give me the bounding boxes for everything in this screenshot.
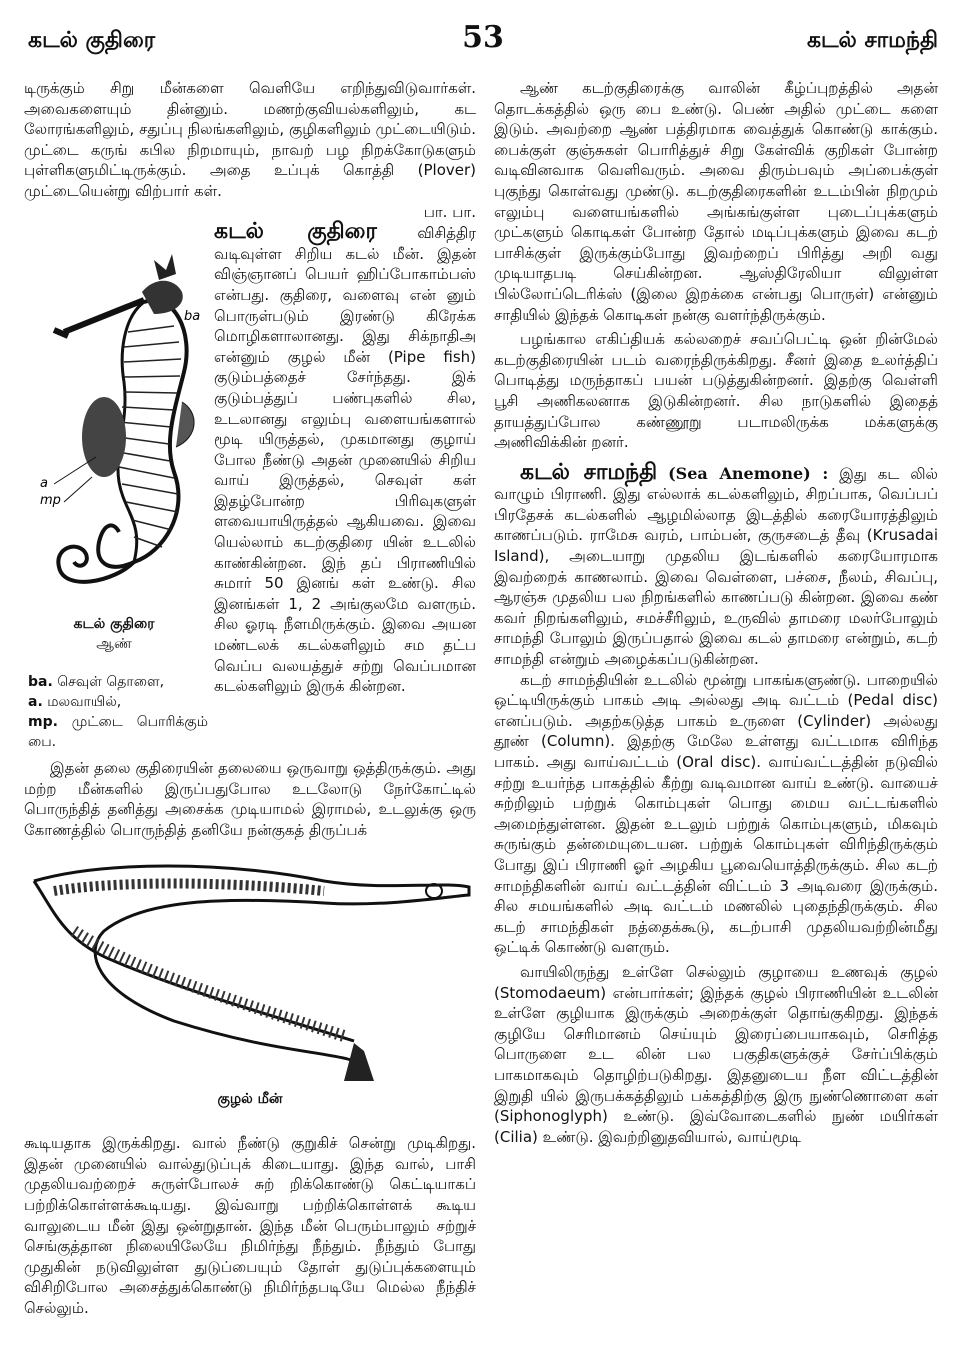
seahorse-legend xyxy=(28,672,208,752)
legend-code: ba. xyxy=(28,674,53,691)
right-column xyxy=(494,78,938,1355)
legend-text: செவுள் தொளை, xyxy=(57,674,165,691)
seahorse-paragraph-4: பழங்கால எகிப்தியக் கல்லறைச் சவப்பெட்டி ஒன் றின்மேல் கடற்குதிரையின் படம் வரைந்திருக்கிறது. சீனர் இதை உலர்த்திப் பொடித்து மருந்தாகப் பயன் படுத்துகின்றனர். இதற்கு வெள்ளி பூசி அணிகலனாக இடுகின்றனர். சில நாடுகளில் இதைத் தாயத்துப்போல கண்ணூறு படாமலிருக்க மக்களுக்கு அணிவிக்கின் றனர். xyxy=(494,330,938,452)
pipefish-illustration xyxy=(24,851,476,1081)
seahorse-paragraph-2: இதன் தலை குதிரையின் தலையை ஒருவாறு ஒத்திருக்கும். அது மற்ற மீன்களில் இருப்பதுபோல உடலோடு நேர்கோட்டில் பொருந்தித் தனித்து அசைக்க முடியாமல் இராமல், உடலுக்கு ஒரு கோணத்தில் பொருந்தித் தனியே நன்குகத் திருப்பக் xyxy=(24,759,476,839)
seahorse-illustration xyxy=(24,222,210,642)
running-head-left: கடல் குதிரை xyxy=(28,28,156,53)
entry-title-seahorse: கடல் குதிரை xyxy=(214,219,377,245)
intro-paragraph: டிருக்கும் சிறு மீன்களை வெளியே எறிந்துவிடுவார்கள். அவைகளையும் தின்னும். மணற்குவியல்களிலும், கட லோரங்களிலும், சதுப்பு நிலங்களிலும், குழிகளிலும் முட்டையிடும். முட்டை கருங் கபில நிறமாயும், நாவற் பழ நிறக்கோடுகளும் புள்ளிகளுமிட்டிருக்கும். அதை உப்புக் கொத்தி (Plover) முட்டையென்று விற்பார் கள். xyxy=(24,79,476,200)
pipefish-paragraph: கூடியதாக இருக்கிறது. வால் நீண்டு குறுகிச் சென்று முடிகிறது. இதன் முனையில் வால்துடுப்புக் கிடையாது. இந்த வால், பாசி முதலியவற்றைச் சுருள்போலச் சுற் றிக்கொண்டு கெட்டியாகப் பற்றிக்கொள்ளக்கூடியது. இவ்வாறு பற்றிக்கொள்ளக் கூடிய வாலுடைய மீன் இது ஒன்றுதான். இந்த மீன் பெரும்பாலும் சற்றுச் செங்குத்தான நிலையிலேயே நிமிர்ந்து நீந்தும். நீந்தும் போது முதுகின் நடுவிலுள்ள துடுப்பையும் தோள் துடுப்புக்களையும் விசிறிபோல அசைத்துக்கொண்டு நிமிர்ந்தபடியே மெல்ல நீந்திச் செல்லும். xyxy=(24,1134,476,1317)
seahorse-paragraph-3: ஆண் கடற்குதிரைக்கு வாலின் கீழ்ப்புறத்தில் அதன் தொடக்கத்தில் ஒரு பை உண்டு. பெண் அதில் முட்டை களை இடும். அவற்றை ஆண் பத்திரமாக வைத்துக் கொண்டு காக்கும். பைக்குள் குஞ்சுகள் பொரித்துச் சிறு கேள்விக் குறிகள் போன்ற வடிவினவாக வெளிவரும். அவை திரும்பவும் அப்பைக்குள் புகுந்து கொள்வது முண்டு. கடற்குதிரைகளின் உடம்பின் நிறமும் எலும்பு வளையங்களில் அங்கங்குள்ள புடைப்புக்களும் முட்களும் கொடிகள் போன்ற தோல் மடிப்புக்களும் இவை கடற் பாசிக்குள் இருக்கும்போது இவற்றைப் பிரித்து அறி வது முடியாதபடி செய்கின்றன. ஆஸ்திரேலியா விலுள்ள பில்லோப்டெரிக்ஸ் (இலை இறக்கை என்பது பொருள்) என்னும் சாதியில் இந்தக் கொடிகள் நன்கு வளர்ந்திருக்கும். xyxy=(494,79,938,324)
fig-mark-a: a xyxy=(40,476,48,492)
seahorse-section xyxy=(24,219,476,758)
anemone-paragraph-2: கடற் சாமந்தியின் உடலில் மூன்று பாகங்களுண்டு. பாறையில் ஒட்டியிருக்கும் பாகம் அடி அல்லது அடி வட்டம் (Pedal disc) எனப்படும். அதற்கடுத்த பாகம் உருளை (Cylinder) அல்லது தூண் (Column). இதற்கு மேலே உள்ளது வட்டமாக விரிந்த பாகம். அது வாய்வட்டம் (Oral disc). வாய்வட்டத்தின் நடுவில் சற்று உயர்ந்த பாகத்தில் கீற்று வடிவமான வாய் உண்டு. வாயைச் சுற்றிலும் பற்றுக் கொம்புகள் பொது மைய வட்டங்களில் அமைந்துள்ளன. இதன் உடலும் பற்றுக் கொம்புகளும், மிகவும் சுருங்கும் தன்மையுடையன. பற்றுக் கொம்புகள் விரிந்திருக்கும் போது இப் பிராணி ஓர் அழகிய பூவையொத்திருக்கும். சில கடற் சாமந்திகளின் வாய் வட்டத்தின் விட்டம் 3 அடிவரை இருக்கும். சில சமயங்களில் அடி வட்டம் மணலில் புதைந்திருக்கும். சில கடற் சாமந்திகள் நத்தைக்கூடு, கடற்பாசி முதலியவற்றின்மீது ஒட்டிக் கொண்டு வளரும். xyxy=(494,670,938,957)
legend-text: முட்டை பொரிக்கும் பை. xyxy=(28,714,208,751)
seahorse-caption-title: கடல் குதிரை xyxy=(73,616,155,633)
seahorse-caption-sub: ஆண் xyxy=(96,636,132,653)
entry-title-anemone-en: (Sea Anemone) : xyxy=(668,463,829,483)
page-header xyxy=(28,20,938,60)
seahorse-body xyxy=(214,219,476,697)
page-number: 53 xyxy=(462,20,504,55)
entry-title-anemone: கடல் சாமந்தி xyxy=(520,459,658,485)
legend-row xyxy=(28,672,208,692)
author-byline: பா. பா. xyxy=(423,202,476,221)
left-column xyxy=(24,78,476,1355)
pipefish-caption: குழல் மீன் xyxy=(217,1090,283,1107)
fig-mark-mp: mp xyxy=(40,493,61,509)
anemone-paragraph-3: வாயிலிருந்து உள்ளே செல்லும் குழாயை உணவுக் குழல் (Stomodaeum) என்பார்கள்; இந்தக் குழல் பிராணியின் உடலின் உள்ளே குழியாக இருக்கும் அறைக்குள் தொங்குகிறது. இந்தக் குழியே செரிமானம் செய்யும் இரைப்பையாகவும், செரித்த பொருளை உட லின் பல பகுதிகளுக்குச் சேர்ப்பிக்கும் பாகமாகவும் தொழிற்படுகிறது. இதனுடைய நீள விட்டத்தின் இறுதி யில் இருபக்கத்திலும் பக்கத்திற்கு இரு நுண்ணொளை கள் (Siphonoglyph) உண்டு. இவ்வோடைகளில் நுண் மயிர்கள் (Cilia) உண்டு. இவற்றினுதவியால், வாய்மூடி xyxy=(494,962,938,1146)
legend-row xyxy=(28,692,208,712)
anemone-intro: இது கட லில் வாழும் பிராணி. இது எல்லாக் கடல்களிலும், சிறப்பாக, வெப்பப் பிரதேசக் கடல்களில் ஆழமில்லாத இடத்தில் கரையோரத்திலும் காணப்படும். ராமேசு வரம், பாம்பன், குருசடைத் தீவு (Krusadai Island), அடையாறு முதலிய இடங்களில் கரையோரமாக இவற்றைக் காணலாம். இவை வெள்ளை, பச்சை, நீலம், சிவப்பு, ஆரஞ்சு முதலிய பல நிறங்களில் காணப்படு கின்றன. இவை கண் கவர் நிறங்களிலும், சமச்சீரிலும், உருவில் தாமரை மலர்போலும் சாமந்தி போலும் இருப்பதால் இவை கடல் தாமரை என்றும், கடற் சாமந்தி என்றும் அழைக்கப்படுகின்றன. xyxy=(494,464,938,669)
legend-text: மலவாயில், xyxy=(47,694,122,711)
running-head-right: கடல் சாமந்தி xyxy=(806,28,938,53)
legend-row xyxy=(28,712,208,752)
fig-mark-ba: ba xyxy=(184,309,201,325)
seahorse-caption xyxy=(24,614,204,654)
seahorse-paragraph: விசித்திர வடிவுள்ள சிறிய கடல் மீன். இதன் விஞ்ஞானப் பெயர் ஹிப்போகாம்பஸ் என்பது. குதிரை, வளைவு என் னும் பொருள்படும் இரண்டு கிரேக்க மொழிகளாலானது. இது சிக்நாதிஅ என்னும் குழல் மீன் (Pipe fish) குடும்பத்தைச் சேர்ந்தது. இக் குடும்பத்துப் பண்புகளில் சில, உடலானது எலும்பு வளையங்களால் மூடி யிருத்தல், முகமானது குழாய் போல நீண்டு அதன் முனையில் சிறிய வாய் இருத்தல், செவுள் கள் இதழ்போன்ற பிரிவுகளுள் ளவையாயிருத்தல் ஆகியவை. இவை யெல்லாம் கடற்குதிரை யின் உடலில் காண்கின்றன. இந் தப் பிராணியில் சுமார் 50 இனங் கள் உண்டு. சில இனங்கள் 1, 2 அங்குலமே வளரும். சில ஓரடி நீளமிருக்கும். இவை அயன மண்டலக் கடல்களிலும் சம தட்ப வெப்ப வலயத்துச் சற்று வெப்பமான கடல்களிலும் இருக் கின்றன. xyxy=(214,224,476,696)
anemone-entry xyxy=(494,459,938,670)
legend-code: mp. xyxy=(28,714,58,731)
legend-code: a. xyxy=(28,694,43,711)
